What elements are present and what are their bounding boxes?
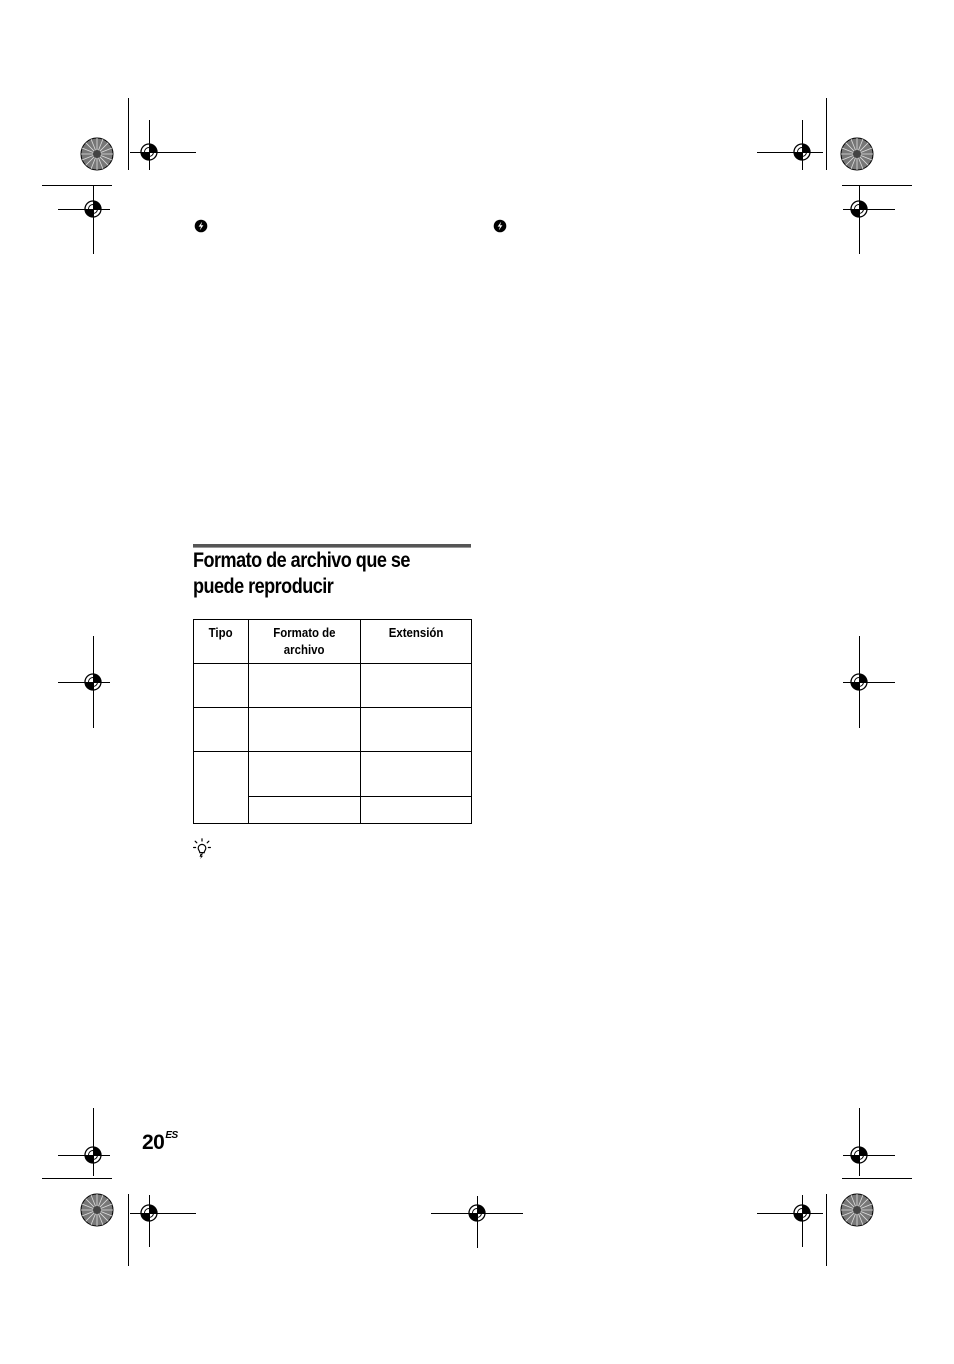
crop-mark-line — [842, 185, 912, 186]
crop-mark-line — [826, 1194, 827, 1266]
cell-extension — [361, 752, 472, 797]
registration-mark-icon — [75, 664, 111, 700]
section-title — [193, 548, 473, 600]
registration-mark-icon — [75, 191, 111, 227]
crop-mark-line — [42, 185, 112, 186]
registration-mark-icon — [784, 134, 820, 170]
registration-mark-icon — [459, 1195, 495, 1231]
crop-mark-line — [842, 1178, 912, 1179]
registration-mark-icon — [75, 1137, 111, 1173]
page-number — [142, 1131, 178, 1155]
registration-mark-icon — [841, 1137, 877, 1173]
header-formato: Formato de archivo — [248, 620, 361, 664]
cell-tipo — [194, 708, 249, 752]
cell-formato — [248, 752, 361, 797]
registration-mark-icon — [841, 664, 877, 700]
cell-extension — [361, 664, 472, 708]
header-extension: Extensión — [361, 620, 472, 664]
crop-mark-line — [128, 1194, 129, 1266]
header-tipo: Tipo — [194, 620, 249, 664]
table-header-row — [194, 620, 472, 664]
color-wheel-icon — [840, 137, 874, 171]
table-row — [194, 752, 472, 797]
registration-mark-icon — [131, 134, 167, 170]
cell-formato — [248, 708, 361, 752]
tip-bulb-icon — [193, 838, 211, 860]
color-wheel-icon — [80, 137, 114, 171]
table-row — [194, 664, 472, 708]
registration-mark-icon — [784, 1195, 820, 1231]
registration-mark-icon — [131, 1195, 167, 1231]
color-wheel-icon — [840, 1193, 874, 1227]
cell-formato — [248, 664, 361, 708]
section-title-line: Formato de archivo que se — [193, 549, 410, 572]
registration-mark-icon — [841, 191, 877, 227]
cell-tipo — [194, 664, 249, 708]
page-language-suffix: ES — [165, 1130, 178, 1141]
note-icon — [194, 219, 208, 233]
note-icon — [493, 219, 507, 233]
crop-mark-line — [42, 1178, 112, 1179]
cell-tipo — [194, 752, 249, 824]
color-wheel-icon — [80, 1193, 114, 1227]
crop-mark-line — [128, 98, 129, 170]
cell-formato — [248, 797, 361, 824]
section-title-line: puede reproducir — [193, 575, 334, 598]
cell-extension — [361, 708, 472, 752]
file-format-table — [193, 619, 472, 824]
cell-extension — [361, 797, 472, 824]
crop-mark-line — [826, 98, 827, 170]
table-row — [194, 708, 472, 752]
page-number-value: 20 — [142, 1131, 165, 1154]
